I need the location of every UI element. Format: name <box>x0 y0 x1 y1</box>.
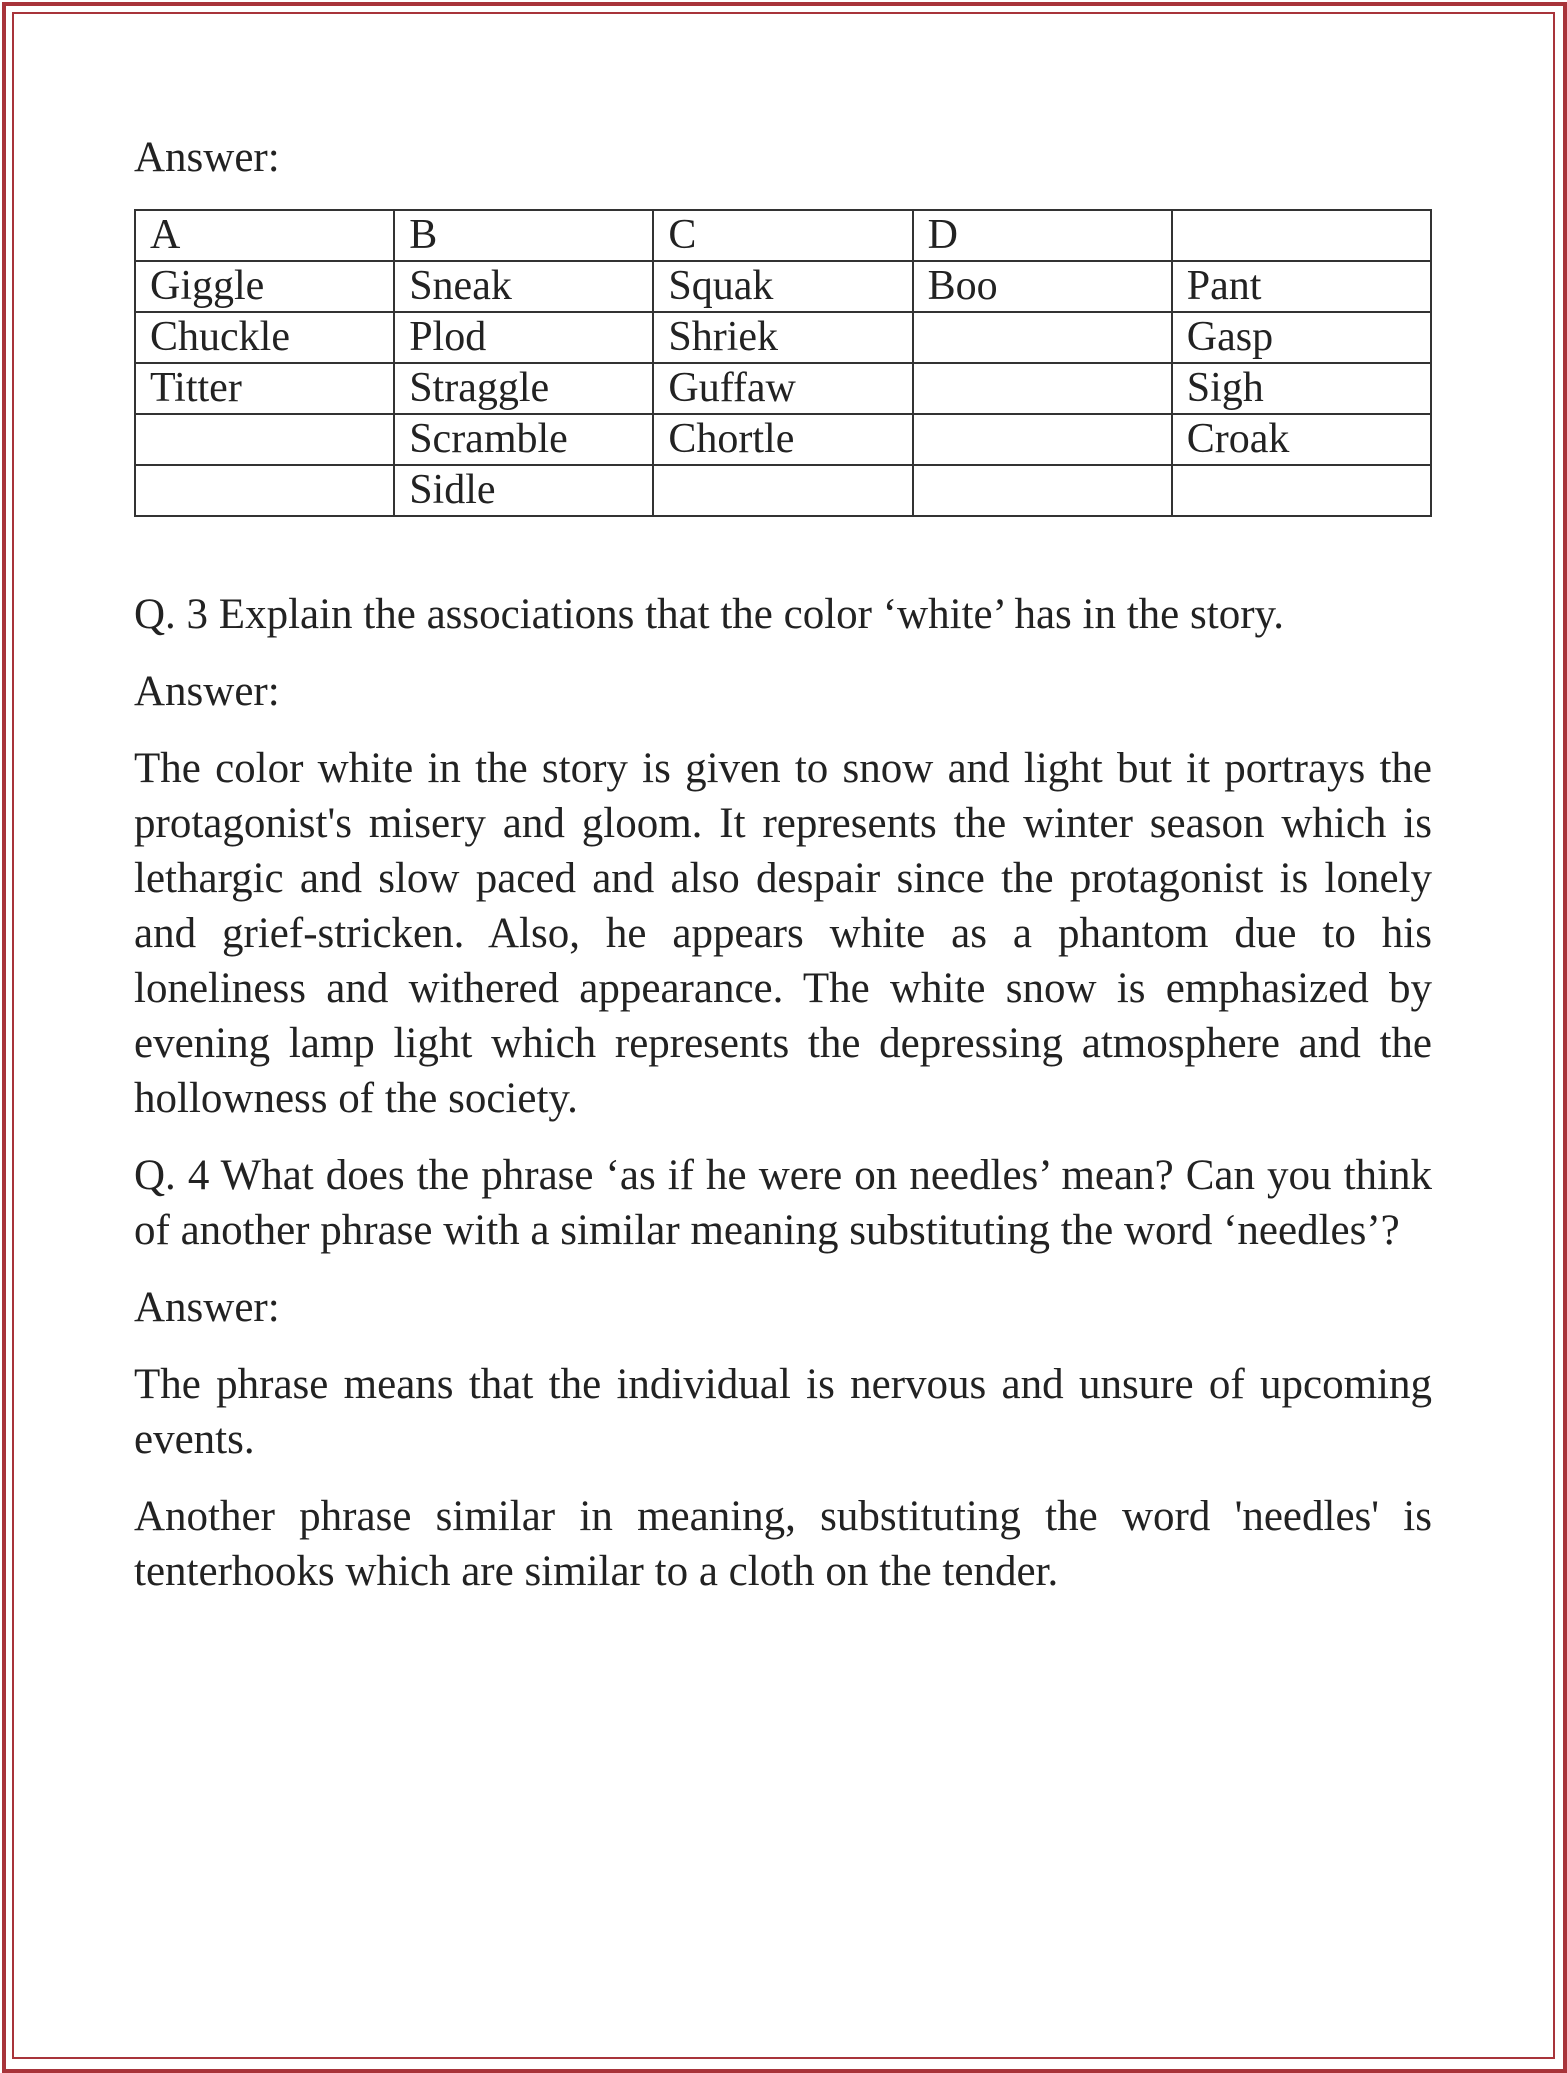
table-cell: Guffaw <box>653 363 912 414</box>
table-cell <box>135 414 394 465</box>
page-content <box>134 130 1432 1621</box>
table-cell <box>913 414 1172 465</box>
table-cell: Scramble <box>394 414 653 465</box>
table-cell <box>135 465 394 516</box>
table-cell: A <box>135 210 394 261</box>
table-cell <box>1172 465 1431 516</box>
answer-q4-paragraph-2: Another phrase similar in meaning, substituting the word 'needles' is tenterhooks which are similar to a cloth on the tender. <box>134 1493 1432 1595</box>
answer-label-1: Answer: <box>134 134 280 181</box>
table-cell: Chuckle <box>135 312 394 363</box>
table-cell: B <box>394 210 653 261</box>
table-row <box>135 465 1431 516</box>
table-cell: Gasp <box>1172 312 1431 363</box>
table-row <box>135 414 1431 465</box>
question-3: Q. 3 Explain the associations that the color ‘white’ has in the story. <box>134 591 1284 638</box>
table-cell <box>653 465 912 516</box>
table-cell: Sidle <box>394 465 653 516</box>
table-cell: Titter <box>135 363 394 414</box>
answer-label-q4: Answer: <box>134 1284 280 1331</box>
table-cell: Sneak <box>394 261 653 312</box>
table-cell <box>913 465 1172 516</box>
table-cell: Giggle <box>135 261 394 312</box>
table-cell: Boo <box>913 261 1172 312</box>
table-row <box>135 363 1431 414</box>
table-row <box>135 312 1431 363</box>
question-4: Q. 4 What does the phrase ‘as if he were on needles’ mean? Can you think of another phrase with a similar meaning substituting the word ‘needles’? <box>134 1152 1432 1254</box>
answer-label-q3: Answer: <box>134 668 280 715</box>
table-cell <box>913 312 1172 363</box>
table-header-row <box>135 210 1431 261</box>
table-cell: Sigh <box>1172 363 1431 414</box>
table-cell: Shriek <box>653 312 912 363</box>
word-table <box>134 209 1432 517</box>
table-cell: C <box>653 210 912 261</box>
table-row <box>135 261 1431 312</box>
table-cell: Croak <box>1172 414 1431 465</box>
table-cell: Squak <box>653 261 912 312</box>
table-cell: Straggle <box>394 363 653 414</box>
table-cell: Pant <box>1172 261 1431 312</box>
table-cell: Chortle <box>653 414 912 465</box>
table-cell <box>1172 210 1431 261</box>
table-cell: D <box>913 210 1172 261</box>
table-cell <box>913 363 1172 414</box>
table-cell: Plod <box>394 312 653 363</box>
answer-q4-paragraph-1: The phrase means that the individual is nervous and unsure of upcoming events. <box>134 1361 1432 1463</box>
answer-q3-paragraph: The color white in the story is given to snow and light but it portrays the protagonist's misery and gloom. It represents the winter season which is lethargic and slow paced and also despair since the protagonist is lonely and grief-stricken. Also, he appears white as a phantom due to his loneliness and withered appearance. The white snow is emphasized by evening lamp light which represents the depressing atmosphere and the hollowness of the society. <box>134 745 1432 1122</box>
